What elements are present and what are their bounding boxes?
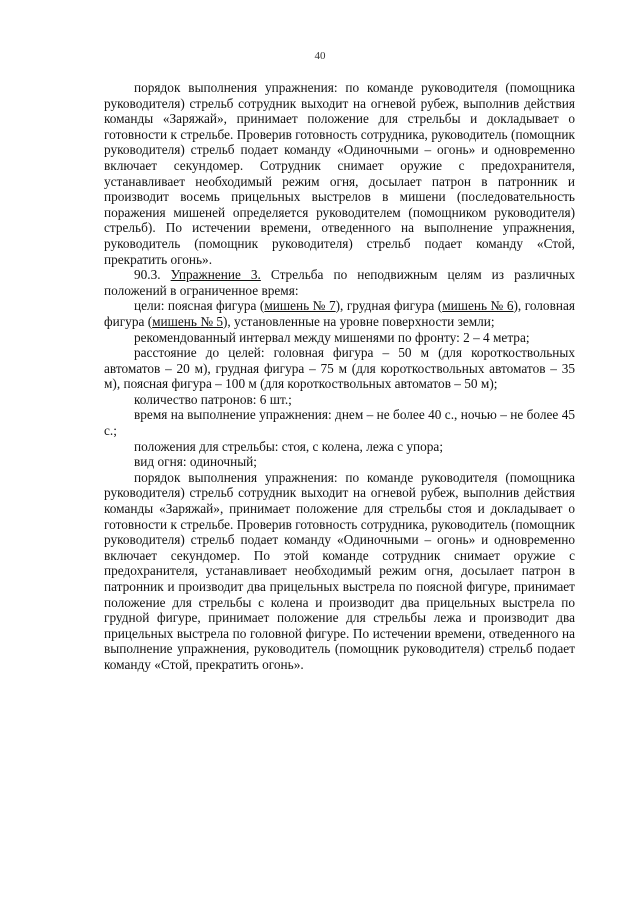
- targets-text-2: ), грудная фигура (: [335, 298, 443, 314]
- target-ref-7: мишень № 7: [264, 298, 336, 314]
- exercise-title: Упражнение 3.: [170, 267, 261, 283]
- target-ref-6: мишень № 6: [442, 298, 514, 314]
- paragraph-positions: положения для стрельбы: стоя, с колена, лежа с упора;: [134, 438, 444, 454]
- paragraph-targets: [104, 298, 575, 329]
- targets-text-4: ), установленные на уровне поверхности земли;: [222, 313, 495, 329]
- section-number: 90.3.: [134, 267, 171, 283]
- document-body: [104, 80, 575, 673]
- targets-text-3: ), головная фигура (: [104, 298, 575, 329]
- exercise-description: Стрельба по неподвижным целям из различных положений в ограниченное время:: [104, 267, 576, 298]
- paragraph-procedure-exercise-3: порядок выполнения упражнения: по команде руководителя (помощника руководителя) стрельб сотрудник выходит на огневой рубеж, выполнив действия команды «Заряжай», принимает положение для стрельбы стоя и докладывает о готовности к стрельбе. Проверив готовность сотрудника, руководитель (помощник руководителя) стрельб подает команду «Одиночными – огонь» и одновременно включает секундомер. По этой команде сотрудник снимает оружие с предохранителя, устанавливает необходимый режим огня, досылает патрон в патронник и производит два прицельных выстрела по поясной фигуре, принимает положение для стрельбы с колена и производит два прицельных выстрела по грудной фигуре, принимает положение для стрельбы лежа и производит два прицельных выстрела по головной фигуре. По истечении времени, отведенного на выполнение упражнения, руководитель (помощник руководителя) стрельб подает команду «Стой, прекратить огонь».: [104, 469, 575, 672]
- paragraph-distance: расстояние до целей: головная фигура – 50 м (для короткоствольных автоматов – 20 м), грудная фигура – 75 м (для короткоствольных автоматов – 35 м), поясная фигура – 100 м (для короткоствольных автоматов – 50 м);: [104, 345, 575, 392]
- paragraph-procedure-exercise-2: порядок выполнения упражнения: по команде руководителя (помощника руководителя) стрельб сотрудник выходит на огневой рубеж, выполнив действия команды «Заряжай», принимает положение для стрельбы и докладывает о готовности к стрельбе. Проверив готовность сотрудника, руководитель (помощник руководителя) стрельб подает команду «Одиночными – огонь» и одновременно включает секундомер. Сотрудник снимает оружие с предохранителя, устанавливает необходимый режим огня, досылает патрон в патронник и производит восемь прицельных выстрелов в мишени (последовательность поражения мишеней определяется руководителем (помощником руководителя) стрельб). По истечении времени, отведенного на выполнение упражнения, руководитель (помощник руководителя) стрельб подает команду «Стой, прекратить огонь».: [104, 80, 575, 267]
- page-number: 40: [314, 50, 326, 62]
- target-ref-5: мишень № 5: [152, 313, 223, 329]
- paragraph-time-limit: время на выполнение упражнения: днем – не более 40 с., ночью – не более 45 с.;: [104, 407, 575, 439]
- paragraph-exercise-3-heading: [104, 267, 575, 298]
- paragraph-interval: рекомендованный интервал между мишенями по фронту: 2 – 4 метра;: [134, 329, 530, 345]
- targets-text-1: цели: поясная фигура (: [134, 298, 265, 314]
- paragraph-fire-mode: вид огня: одиночный;: [134, 454, 257, 470]
- paragraph-ammo: количество патронов: 6 шт.;: [134, 391, 292, 407]
